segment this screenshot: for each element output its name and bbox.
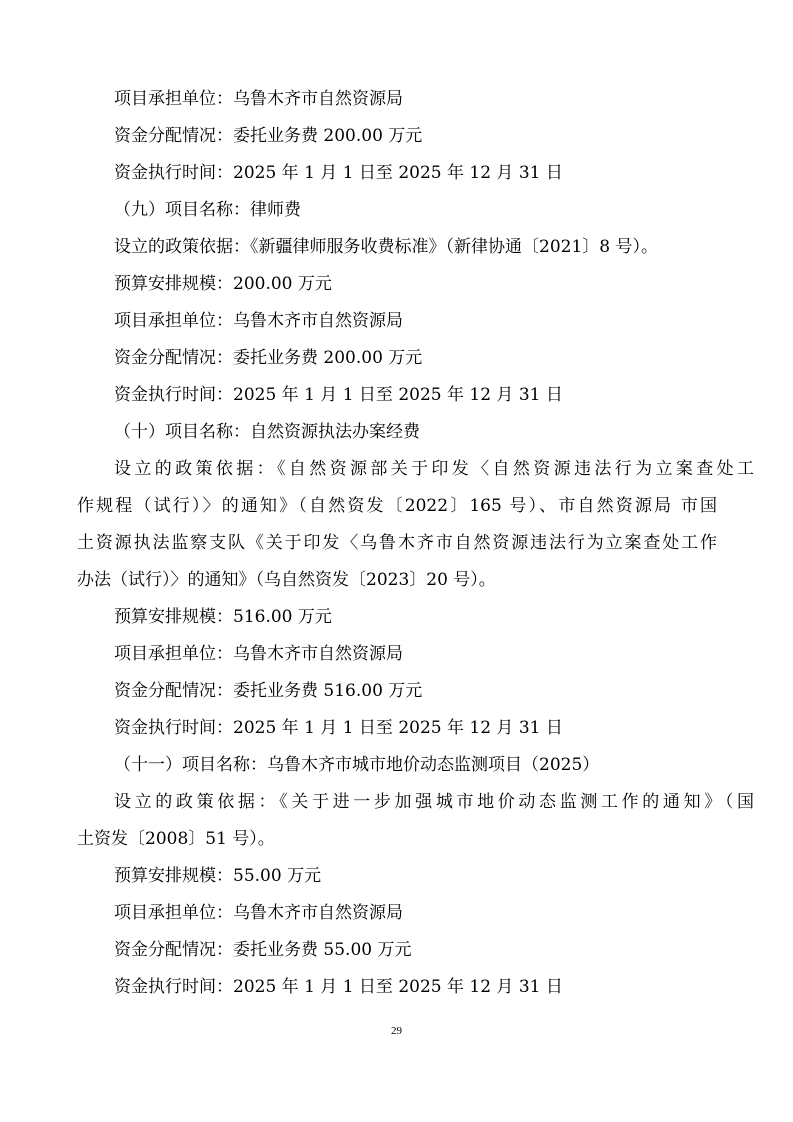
execution-period-line: 资金执行时间：2025 年 1 月 1 日至 2025 年 12 月 31 日 (114, 718, 563, 738)
project-unit-line: 项目承担单位：乌鲁木齐市自然资源局 (114, 311, 403, 331)
project-heading-10: （十）项目名称：自然资源执法办案经费 (114, 422, 420, 442)
policy-basis-continuation: 作规程（试行）〉的通知》（自然资发〔2022〕165 号）、市自然资源局 市国 (77, 496, 717, 516)
funding-allocation-line: 资金分配情况：委托业务费 200.00 万元 (114, 126, 423, 146)
project-heading-9: （九）项目名称：律师费 (114, 200, 301, 220)
execution-period-line: 资金执行时间：2025 年 1 月 1 日至 2025 年 12 月 31 日 (114, 385, 563, 405)
budget-scale-line: 预算安排规模：200.00 万元 (114, 274, 332, 294)
budget-scale-line: 预算安排规模：516.00 万元 (114, 607, 332, 627)
funding-allocation-line: 资金分配情况：委托业务费 55.00 万元 (114, 940, 412, 960)
budget-scale-line: 预算安排规模：55.00 万元 (114, 866, 322, 886)
policy-basis-continuation: 土资发〔2008〕51 号）。 (77, 829, 275, 849)
funding-allocation-line: 资金分配情况：委托业务费 516.00 万元 (114, 681, 423, 701)
execution-period-line: 资金执行时间：2025 年 1 月 1 日至 2025 年 12 月 31 日 (114, 163, 563, 183)
funding-allocation-line: 资金分配情况：委托业务费 200.00 万元 (114, 348, 423, 368)
execution-period-line: 资金执行时间：2025 年 1 月 1 日至 2025 年 12 月 31 日 (114, 977, 563, 997)
policy-basis-continuation: 土资源执法监察支队《关于印发〈乌鲁木齐市自然资源违法行为立案查处工作 (77, 533, 717, 553)
page-number: 29 (391, 1025, 402, 1037)
policy-basis-line: 设立的政策依据：《新疆律师服务收费标准》（新律协通〔2021〕8 号）。 (114, 237, 658, 257)
policy-basis-line: 设立的政策依据：《关于进一步加强城市地价动态监测工作的通知》（国 (114, 792, 754, 812)
project-unit-line: 项目承担单位：乌鲁木齐市自然资源局 (114, 89, 403, 109)
project-heading-11: （十一）项目名称：乌鲁木齐市城市地价动态监测项目（2025） (114, 755, 600, 775)
policy-basis-continuation: 办法（试行）〉的通知》（乌自然资发〔2023〕20 号）。 (77, 570, 496, 590)
policy-basis-line: 设立的政策依据：《自然资源部关于印发〈自然资源违法行为立案查处工 (114, 459, 754, 479)
project-unit-line: 项目承担单位：乌鲁木齐市自然资源局 (114, 903, 403, 923)
project-unit-line: 项目承担单位：乌鲁木齐市自然资源局 (114, 644, 403, 664)
